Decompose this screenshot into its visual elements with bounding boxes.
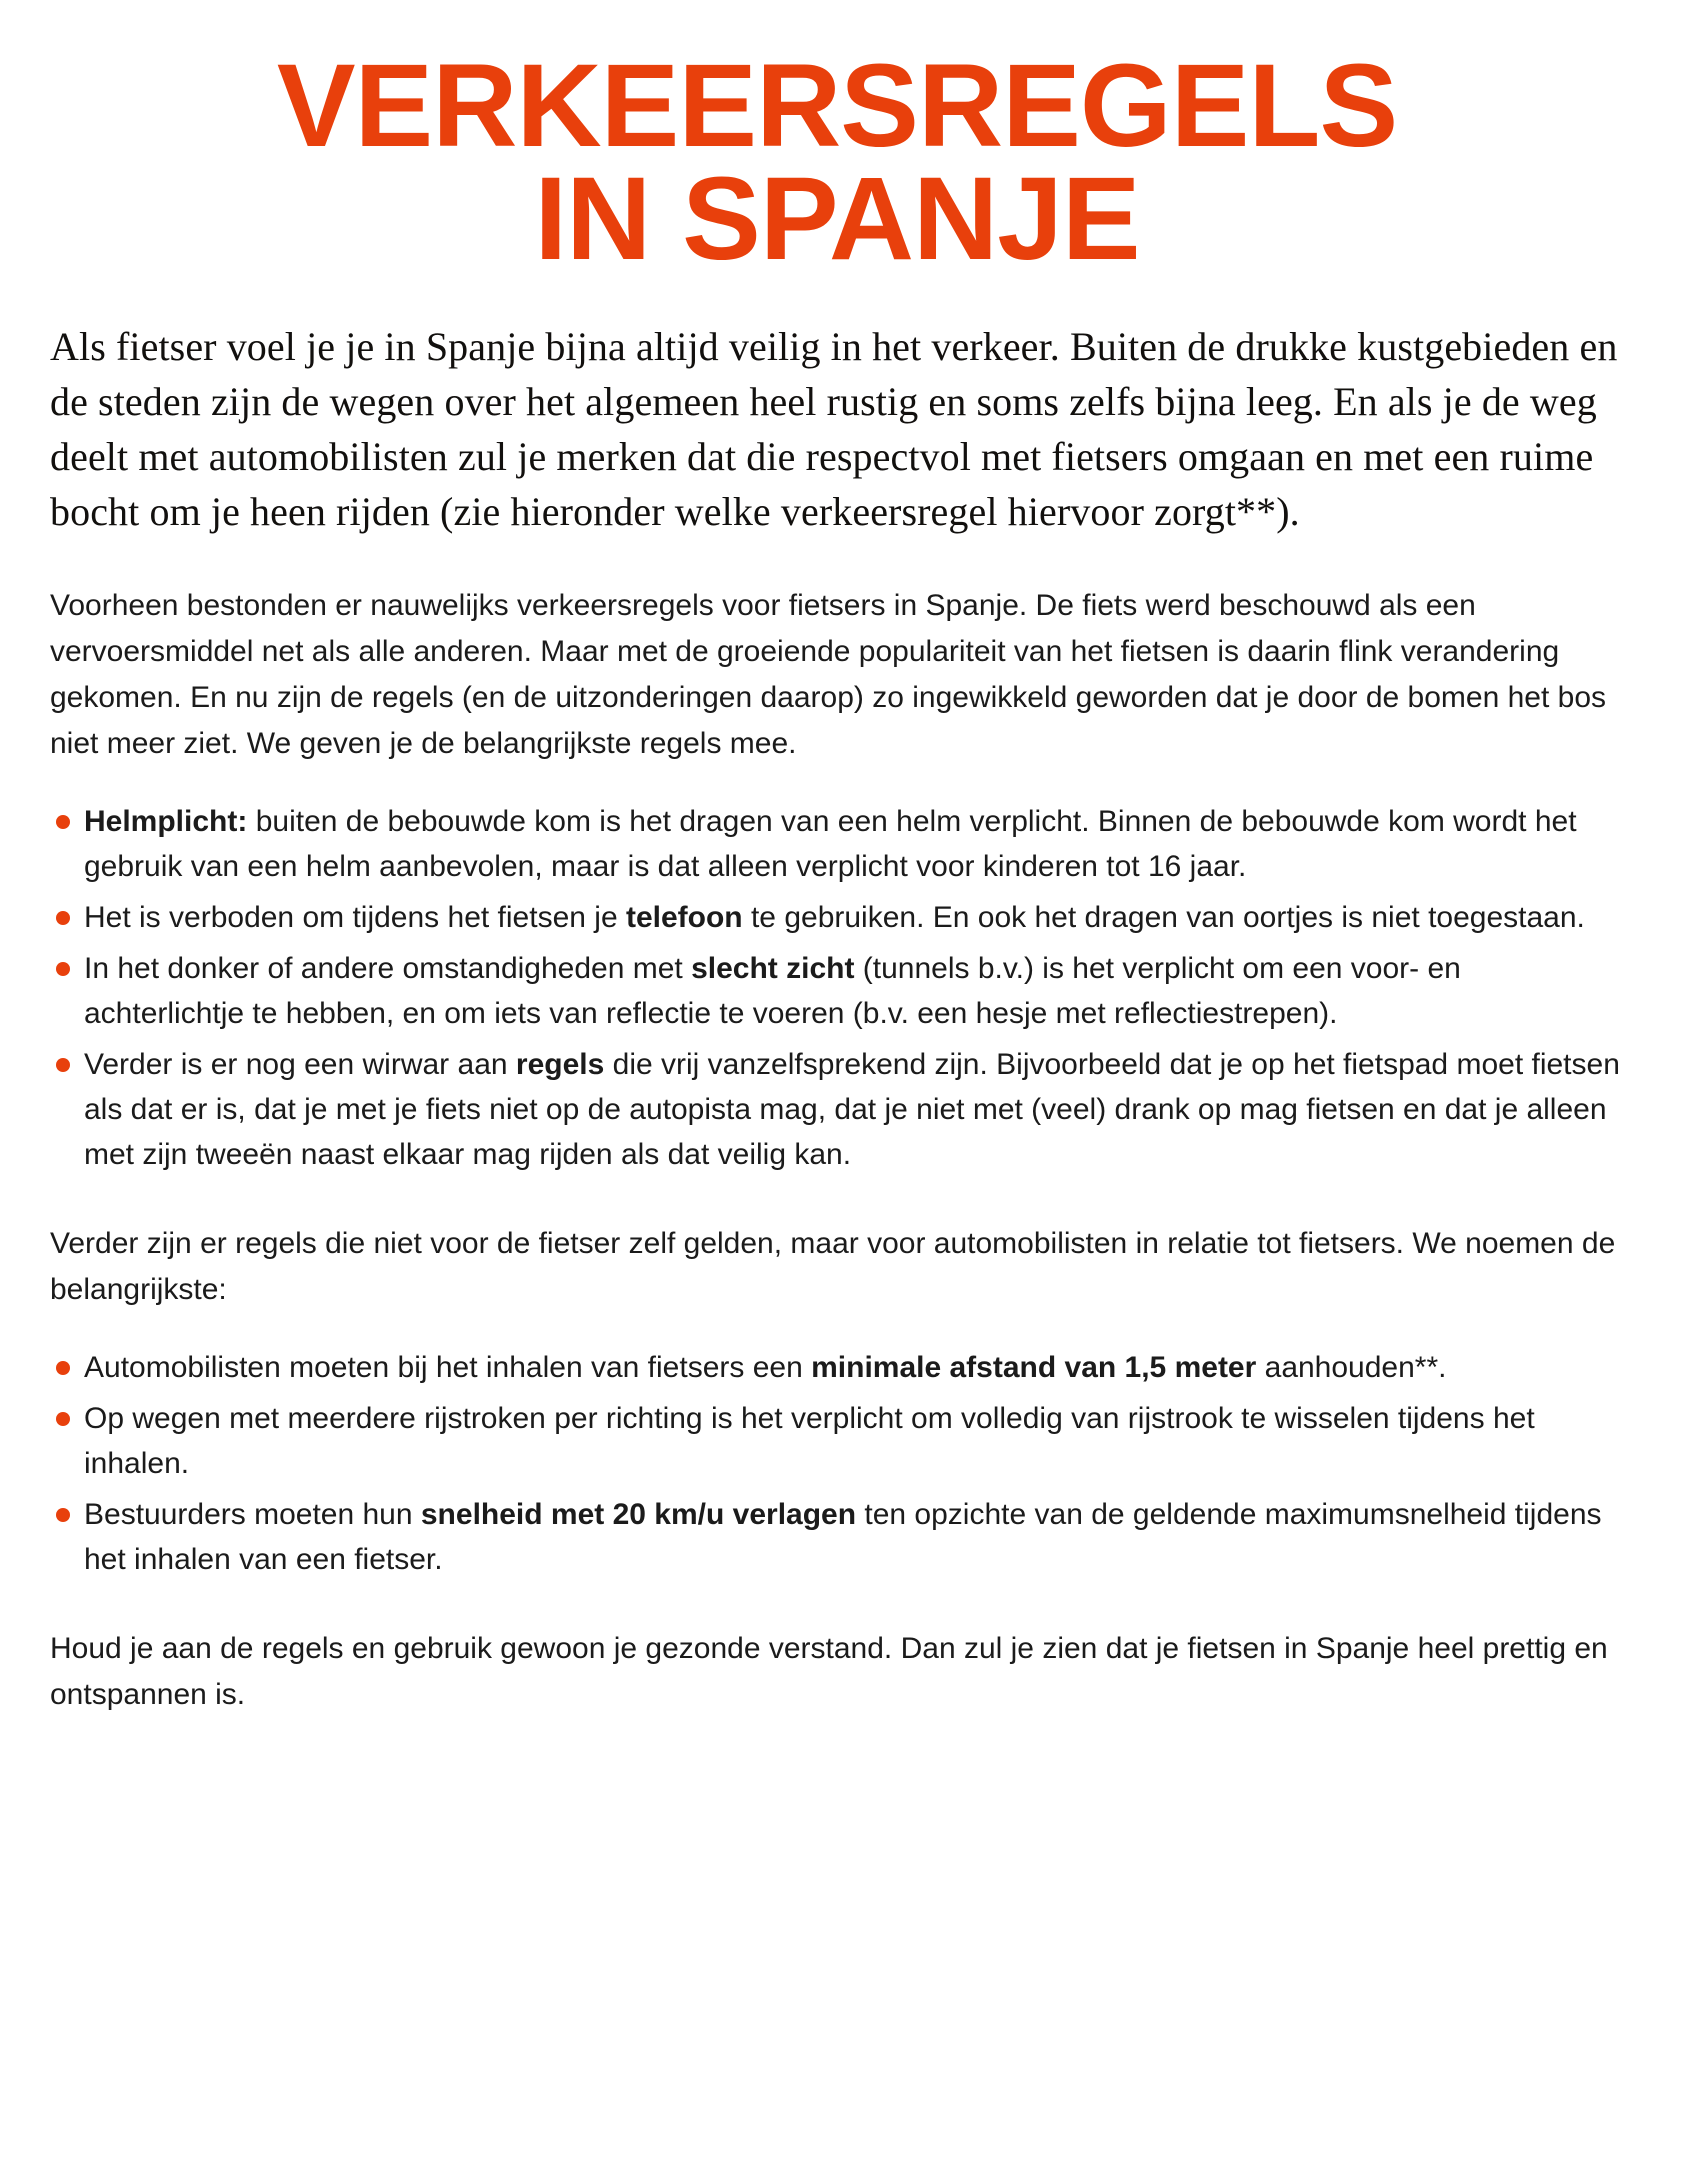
intro-paragraph: Als fietser voel je je in Spanje bijna altijd veilig in het verkeer. Buiten de drukke kustgebieden en de steden zijn de wegen over het algemeen heel rustig en soms zelfs bijna leeg. En als je de weg deelt met automobilisten zul je merken dat die respectvol met fietsers omgaan en met een ruime bocht om je heen rijden (zie hieronder welke verkeersregel hiervoor zorgt**).: [50, 323, 1618, 535]
list-item-text-before: In het donker of andere omstandigheden met: [84, 951, 692, 985]
motorist-rules-list: [50, 1345, 1624, 1582]
body-paragraph-2: Verder zijn er regels die niet voor de fietser zelf gelden, maar voor automobilisten in relatie tot fietsers. We noemen de belangrijkste:: [50, 1226, 1616, 1306]
list-item: [50, 1396, 1624, 1486]
list-item: [50, 946, 1624, 1036]
list-item-text: buiten de bebouwde kom is het dragen van een helm verplicht. Binnen de bebouwde kom wordt het gebruik van een helm aanbevolen, maar is dat alleen verplicht voor kinderen tot 16 jaar.: [84, 804, 1577, 883]
list-item-text-before: Het is verboden om tijdens het fietsen je: [84, 900, 626, 934]
list-item-text-before: Op wegen met meerdere rijstroken per richting is het verplicht om volledig van rijstrook te wisselen tijdens het inhalen.: [84, 1401, 1535, 1480]
list-item-text-after: ten opzichte van de geldende maximumsnelheid tijdens het inhalen van een fietser.: [84, 1497, 1602, 1576]
page-title: [50, 40, 1624, 286]
list-item-text-after: te gebruiken. En ook het dragen van oortjes is niet toegestaan.: [742, 900, 1585, 934]
body-paragraph-1: Voorheen bestonden er nauwelijks verkeersregels voor fietsers in Spanje. De fiets werd beschouwd als een vervoersmiddel net als alle anderen. Maar met de groeiende populariteit van het fietsen is daarin flink verandering gekomen. En nu zijn de regels (en de uitzonderingen daarop) zo ingewikkeld geworden dat je door de bomen het bos niet meer ziet. We geven je de belangrijkste regels mee.: [50, 589, 1607, 760]
list-item: [50, 1492, 1624, 1582]
list-item-text-after: aanhouden**.: [1256, 1350, 1447, 1384]
cyclist-rules-list: [50, 799, 1624, 1177]
list-item-bold: snelheid met 20 km/u verlagen: [420, 1497, 857, 1531]
list-item-text-after: (tunnels b.v.) is het verplicht om een voor- en achterlichtje te hebben, en om iets van reflectie te voeren (b.v. een hesje met reflectiestrepen).: [84, 951, 1461, 1030]
list-item: [50, 799, 1624, 889]
list-item-text-before: Bestuurders moeten hun: [84, 1497, 421, 1531]
list-item-text-before: Automobilisten moeten bij het inhalen van fietsers een: [84, 1350, 812, 1384]
body-paragraph-3: Houd je aan de regels en gebruik gewoon je gezonde verstand. Dan zul je zien dat je fietsen in Spanje heel prettig en ontspannen is.: [50, 1631, 1608, 1711]
page-title-line-2: IN SPANJE: [534, 153, 1140, 286]
list-item: [50, 1345, 1624, 1390]
list-item-bold: slecht zicht: [691, 951, 855, 985]
list-item: [50, 895, 1624, 940]
list-item-bold: regels: [515, 1047, 605, 1081]
list-item-text-after: die vrij vanzelfsprekend zijn. Bijvoorbeeld dat je op het fietspad moet fietsen als dat er is, dat je met je fiets niet op de autopista mag, dat je niet met (veel) drank op mag fietsen en dat je alleen met zijn tweeën naast elkaar mag rijden als dat veilig kan.: [84, 1047, 1620, 1171]
list-item-lead: Helmplicht:: [84, 804, 248, 838]
list-item-bold: telefoon: [625, 900, 743, 934]
list-item: [50, 1042, 1624, 1177]
list-item-bold: minimale afstand van 1,5 meter: [811, 1350, 1257, 1384]
page-title-line-1: VERKEERSREGELS: [276, 40, 1398, 172]
list-item-text-before: Verder is er nog een wirwar aan: [84, 1047, 516, 1081]
